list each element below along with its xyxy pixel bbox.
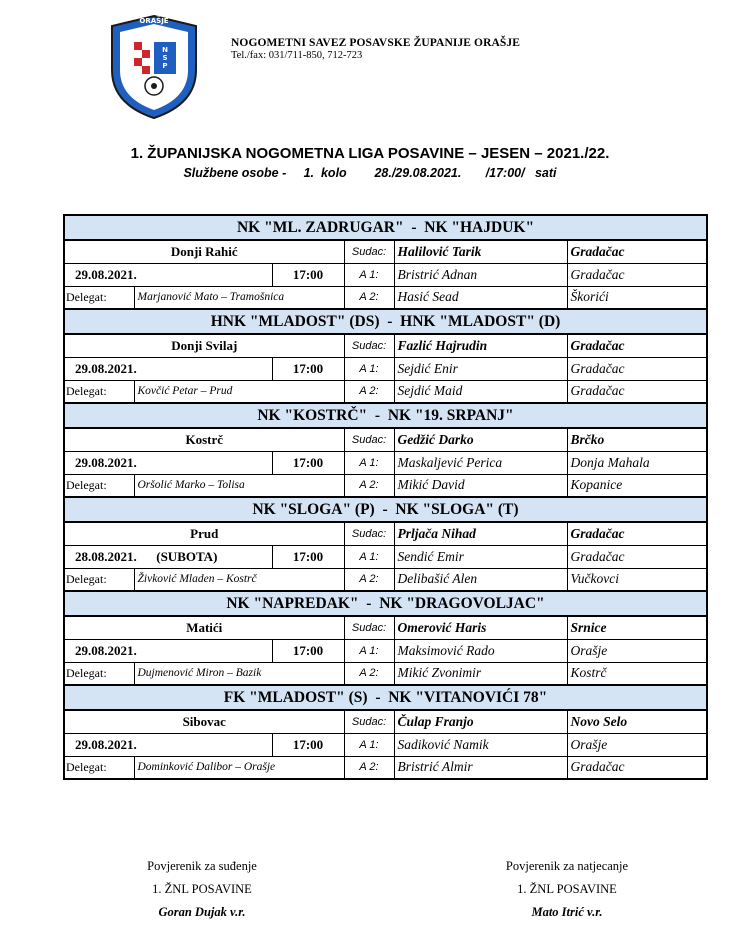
match-title (64, 591, 707, 616)
match-venue: Sibovac (64, 710, 344, 733)
assistant2-label: A 2: (344, 474, 394, 497)
match-title (64, 309, 707, 334)
match-row (64, 756, 707, 779)
referee-city: Brčko (567, 428, 707, 451)
referee-city: Gradačac (567, 522, 707, 545)
match-row (64, 522, 707, 545)
match-row (64, 568, 707, 591)
assistant2-city: Kostrč (567, 662, 707, 685)
assistant1-label: A 1: (344, 451, 394, 474)
association-logo (108, 14, 200, 120)
signature-name: Goran Dujak v.r. (158, 905, 246, 919)
delegate-name: Kovčić Petar – Prud (134, 380, 344, 403)
delegate-name: Oršolić Marko – Tolisa (134, 474, 344, 497)
vs-separator: - (374, 500, 396, 518)
assistant2-name: Bristrić Almir (394, 756, 567, 779)
match-date: 29.08.2021. (64, 357, 272, 380)
delegate-name: Dominković Dalibor – Orašje (134, 756, 344, 779)
match-row (64, 545, 707, 568)
match-time: 17:00 (272, 733, 344, 756)
referee-label: Sudac: (344, 428, 394, 451)
match-header-row (64, 309, 707, 334)
assistant1-city: Gradačac (567, 263, 707, 286)
assistant2-label: A 2: (344, 662, 394, 685)
match-header-row (64, 215, 707, 240)
home-team: HNK "MLADOST" (DS) (210, 312, 380, 330)
home-team: NK "KOSTRČ" (257, 406, 368, 424)
org-name: NOGOMETNI SAVEZ POSAVSKE ŽUPANIJE ORAŠJE (231, 37, 521, 49)
delegate-name: Dujmenović Miron – Bazik (134, 662, 344, 685)
signature-competition-commissioner (437, 855, 697, 924)
assistant1-city: Gradačac (567, 357, 707, 380)
referee-name: Fazlić Hajrudin (394, 334, 567, 357)
match-row (64, 334, 707, 357)
match-title (64, 215, 707, 240)
assistant1-label: A 1: (344, 263, 394, 286)
assistant1-label: A 1: (344, 357, 394, 380)
vs-separator: - (358, 594, 380, 612)
match-venue: Donji Svilaj (64, 334, 344, 357)
assistant1-name: Maskaljević Perica (394, 451, 567, 474)
page-title: 1. ŽUPANIJSKA NOGOMETNA LIGA POSAVINE – JESEN – 2021./22. (130, 145, 610, 162)
referee-name: Prljača Nihad (394, 522, 567, 545)
referee-label: Sudac: (344, 616, 394, 639)
match-venue: Matići (64, 616, 344, 639)
match-date: 29.08.2021. (64, 263, 272, 286)
match-date: 28.08.2021. (SUBOTA) (64, 545, 272, 568)
match-row (64, 662, 707, 685)
match-row (64, 357, 707, 380)
match-row (64, 380, 707, 403)
match-venue: Donji Rahić (64, 240, 344, 263)
referee-city: Gradačac (567, 240, 707, 263)
match-row (64, 474, 707, 497)
home-team: FK "MLADOST" (S) (223, 688, 368, 706)
match-title (64, 403, 707, 428)
assistant2-label: A 2: (344, 286, 394, 309)
match-header-row (64, 685, 707, 710)
assistant2-name: Hasić Sead (394, 286, 567, 309)
vs-separator: - (403, 218, 425, 236)
assistant1-name: Sejdić Enir (394, 357, 567, 380)
svg-text:ORAŠJE: ORAŠJE (139, 17, 169, 25)
svg-text:N: N (162, 46, 168, 54)
match-title (64, 685, 707, 710)
referee-label: Sudac: (344, 522, 394, 545)
match-venue: Prud (64, 522, 344, 545)
signature-role: Povjerenik za suđenje (147, 859, 257, 873)
home-team: NK "NAPREDAK" (226, 594, 359, 612)
org-contact: Tel./fax: 031/711-850, 712-723 (231, 50, 363, 61)
assistant2-city: Škorići (567, 286, 707, 309)
signature-role: Povjerenik za natjecanje (505, 859, 629, 873)
delegate-name: Živković Mladen – Kostrč (134, 568, 344, 591)
svg-text:P: P (162, 62, 168, 70)
match-row (64, 428, 707, 451)
away-team: NK "HAJDUK" (424, 218, 535, 236)
away-team: NK "DRAGOVOLJAC" (379, 594, 545, 612)
assistant2-label: A 2: (344, 568, 394, 591)
vs-separator: - (379, 312, 401, 330)
away-team: NK "VITANOVIĆI 78" (388, 688, 548, 706)
referee-city: Novo Selo (567, 710, 707, 733)
match-time: 17:00 (272, 357, 344, 380)
assistant1-name: Maksimović Rado (394, 639, 567, 662)
assistant2-city: Kopanice (567, 474, 707, 497)
signature-referee-commissioner (72, 855, 332, 924)
referee-name: Gedžić Darko (394, 428, 567, 451)
match-row (64, 710, 707, 733)
assistant1-name: Sadiković Namik (394, 733, 567, 756)
home-team: NK "ML. ZADRUGAR" (236, 218, 404, 236)
signature-league: 1. ŽNL POSAVINE (152, 882, 252, 896)
match-venue: Kostrč (64, 428, 344, 451)
assistant1-city: Orašje (567, 733, 707, 756)
match-time: 17:00 (272, 263, 344, 286)
assistant1-label: A 1: (344, 545, 394, 568)
delegate-name: Marjanović Mato – Tramošnica (134, 286, 344, 309)
schedule-table (63, 214, 708, 780)
assistant1-label: A 1: (344, 733, 394, 756)
match-time: 17:00 (272, 545, 344, 568)
referee-label: Sudac: (344, 240, 394, 263)
delegate-label: Delegat: (64, 662, 134, 685)
match-row (64, 639, 707, 662)
referee-city: Srnice (567, 616, 707, 639)
match-header-row (64, 497, 707, 522)
match-title (64, 497, 707, 522)
away-team: NK "SLOGA" (T) (395, 500, 519, 518)
match-row (64, 263, 707, 286)
match-row (64, 451, 707, 474)
match-row (64, 616, 707, 639)
match-row (64, 240, 707, 263)
assistant2-label: A 2: (344, 380, 394, 403)
signature-league: 1. ŽNL POSAVINE (517, 882, 617, 896)
assistant2-city: Vučkovci (567, 568, 707, 591)
assistant2-city: Gradačac (567, 756, 707, 779)
assistant2-name: Mikić David (394, 474, 567, 497)
org-header (231, 37, 520, 61)
assistant1-city: Gradačac (567, 545, 707, 568)
match-row (64, 286, 707, 309)
match-time: 17:00 (272, 639, 344, 662)
match-time: 17:00 (272, 451, 344, 474)
referee-name: Halilović Tarik (394, 240, 567, 263)
match-row (64, 733, 707, 756)
delegate-label: Delegat: (64, 756, 134, 779)
away-team: NK "19. SRPANJ" (387, 406, 514, 424)
referee-label: Sudac: (344, 710, 394, 733)
vs-separator: - (367, 406, 388, 424)
delegate-label: Delegat: (64, 568, 134, 591)
vs-separator: - (367, 688, 389, 706)
assistant1-label: A 1: (344, 639, 394, 662)
delegate-label: Delegat: (64, 286, 134, 309)
page-subtitle: Službene osobe - 1. kolo 28./29.08.2021. /17:00/ sati (183, 166, 557, 180)
home-team: NK "SLOGA" (P) (252, 500, 375, 518)
assistant1-city: Donja Mahala (567, 451, 707, 474)
signature-name: Mato Itrić v.r. (531, 905, 603, 919)
assistant1-name: Sendić Emir (394, 545, 567, 568)
svg-text:S: S (162, 54, 168, 62)
match-date: 29.08.2021. (64, 639, 272, 662)
assistant2-label: A 2: (344, 756, 394, 779)
match-date: 29.08.2021. (64, 451, 272, 474)
assistant1-city: Orašje (567, 639, 707, 662)
assistant1-name: Bristrić Adnan (394, 263, 567, 286)
assistant2-city: Gradačac (567, 380, 707, 403)
away-team: HNK "MLADOST" (D) (400, 312, 561, 330)
referee-label: Sudac: (344, 334, 394, 357)
referee-name: Omerović Haris (394, 616, 567, 639)
assistant2-name: Mikić Zvonimir (394, 662, 567, 685)
match-header-row (64, 403, 707, 428)
match-date: 29.08.2021. (64, 733, 272, 756)
delegate-label: Delegat: (64, 380, 134, 403)
delegate-label: Delegat: (64, 474, 134, 497)
assistant2-name: Delibašić Alen (394, 568, 567, 591)
match-header-row (64, 591, 707, 616)
assistant2-name: Sejdić Maid (394, 380, 567, 403)
referee-name: Čulap Franjo (394, 710, 567, 733)
referee-city: Gradačac (567, 334, 707, 357)
